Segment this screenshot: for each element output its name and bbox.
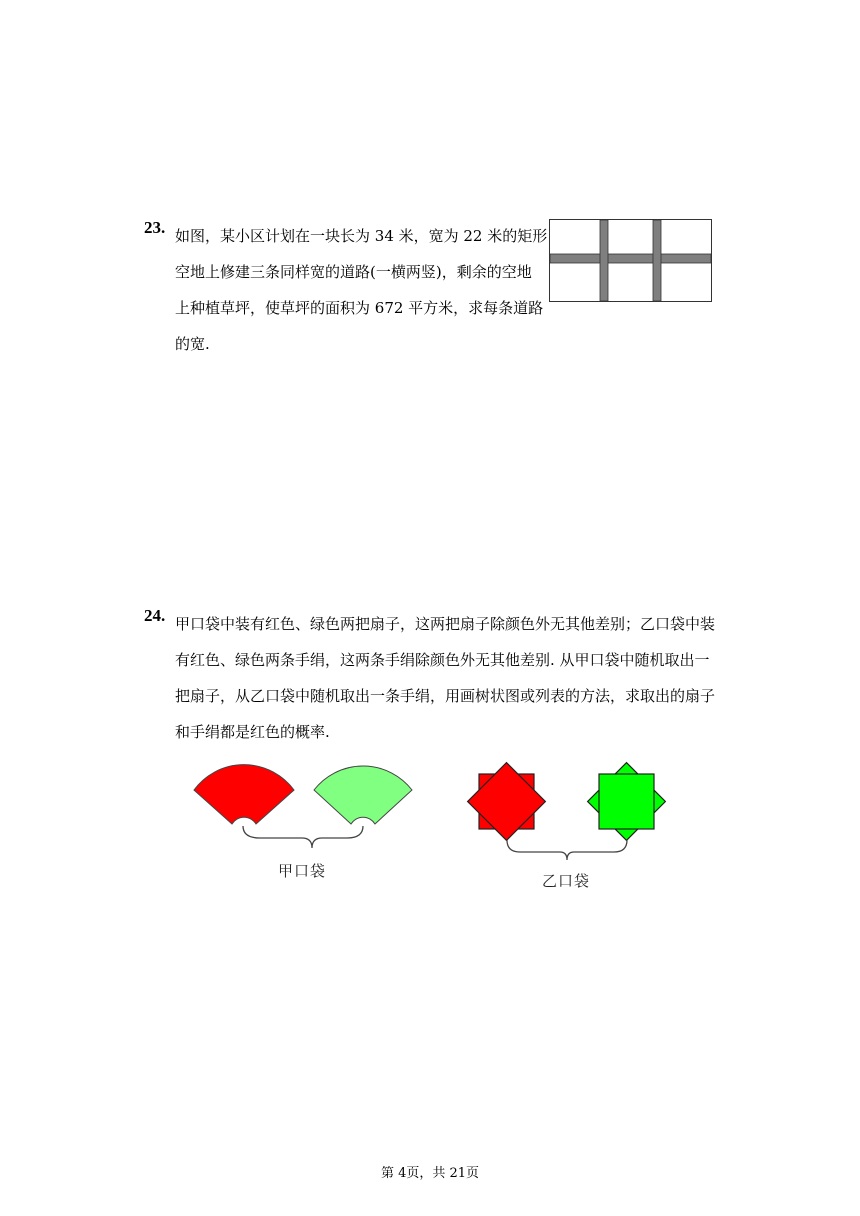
vertical-road-left xyxy=(600,220,608,301)
bag-b-label: 乙口袋 xyxy=(542,872,591,890)
bags-illustration xyxy=(190,760,680,890)
problem-line: 的宽. xyxy=(175,335,210,353)
problem-number: 24. xyxy=(144,606,166,625)
problem-line: 甲口袋中装有红色、绿色两把扇子，这两把扇子除颜色外无其他差别；乙口袋中装 xyxy=(175,615,716,633)
bag-a-brace xyxy=(243,826,363,848)
problem-line: 上种植草坪，使草坪的面积为 672 平方米，求每条道路 xyxy=(175,299,544,317)
problem-line: 有红色、绿色两条手绢，这两条手绢除颜色外无其他差别. 从甲口袋中随机取出一 xyxy=(175,651,710,669)
horizontal-road xyxy=(550,254,711,263)
red-fan-icon xyxy=(194,765,294,824)
problem-number: 23. xyxy=(144,218,166,237)
bag-a-label: 甲口袋 xyxy=(278,862,327,880)
green-handkerchief-icon xyxy=(588,763,666,841)
bag-b-brace xyxy=(507,840,627,860)
problem-text xyxy=(175,218,548,362)
vertical-road-right xyxy=(653,220,661,301)
bags-figure xyxy=(190,760,680,894)
road-grid-diagram xyxy=(549,219,715,305)
page-footer: 第 4页，共 21页 xyxy=(380,1166,480,1181)
red-handkerchief-icon xyxy=(468,763,546,841)
problem-line: 把扇子，从乙口袋中随机取出一条手绢，用画树状图或列表的方法，求取出的扇子 xyxy=(175,687,716,705)
problem-line: 和手绢都是红色的概率. xyxy=(175,723,330,741)
green-fan-icon xyxy=(314,766,412,824)
problem-line: 空地上修建三条同样宽的道路(一横两竖)，剩余的空地 xyxy=(175,263,532,281)
problem-line: 如图，某小区计划在一块长为 34 米，宽为 22 米的矩形 xyxy=(175,227,548,245)
problem-text xyxy=(175,606,755,750)
